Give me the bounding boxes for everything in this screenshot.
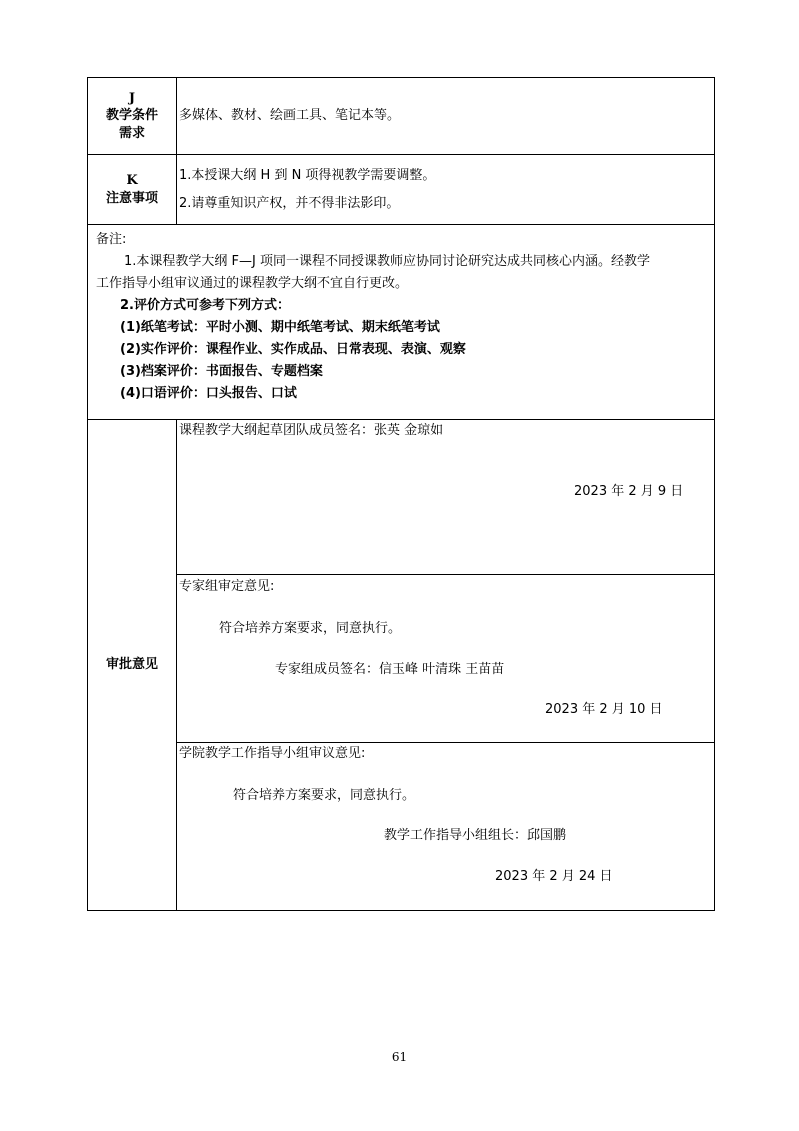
evaluation-item-3: (3)档案评价：书面报告、专题档案 — [120, 364, 323, 379]
expert-signature-line: 专家组成员签名：信玉峰 叶清珠 王苗苗 — [275, 662, 505, 677]
college-date: 2023 年 2 月 24 日 — [495, 869, 613, 884]
evaluation-item-2: (2)实作评价：课程作业、实作成品、日常表现、表演、观察 — [120, 342, 466, 357]
expert-review-cell — [177, 575, 715, 743]
college-review-cell — [177, 743, 715, 911]
approval-label: 审批意见 — [88, 420, 177, 911]
row-k-content-cell — [177, 155, 715, 225]
row-remarks — [88, 225, 715, 420]
notice-item-1: 1.本授课大纲 H 到 N 项得视教学需要调整。 — [179, 167, 436, 183]
row-j-code: J — [128, 90, 136, 106]
row-notices — [88, 155, 715, 225]
row-j-label-line1: 教学条件 — [105, 108, 158, 124]
row-teaching-conditions — [88, 78, 715, 155]
expert-heading: 专家组审定意见: — [179, 579, 275, 594]
expert-opinion: 符合培养方案要求，同意执行。 — [219, 621, 402, 636]
expert-date: 2023 年 2 月 10 日 — [545, 702, 663, 717]
drafting-date: 2023 年 2 月 9 日 — [574, 484, 684, 499]
college-heading: 学院教学工作指导小组审议意见: — [179, 746, 366, 761]
row-approval-drafting — [88, 420, 715, 575]
row-k-code: K — [126, 172, 138, 188]
remarks-para1-line2: 工作指导小组审议通过的课程教学大纲不宜自行更改。 — [96, 276, 409, 291]
evaluation-title: 2.评价方式可参考下列方式： — [120, 298, 290, 313]
evaluation-item-1: (1)纸笔考试：平时小测、期中纸笔考试、期末纸笔考试 — [120, 320, 440, 335]
page-number: 61 — [391, 1050, 408, 1064]
evaluation-item-4: (4)口语评价：口头报告、口试 — [120, 386, 297, 401]
remarks-heading: 备注: — [96, 232, 127, 247]
college-opinion: 符合培养方案要求，同意执行。 — [233, 788, 416, 803]
college-signature-line: 教学工作指导小组组长：邱国鹏 — [384, 828, 567, 843]
remarks-cell — [88, 225, 715, 420]
row-j-content-cell — [177, 78, 715, 155]
notice-item-2: 2.请尊重知识产权，并不得非法影印。 — [179, 195, 400, 211]
row-k-label-text: 注意事项 — [105, 190, 158, 206]
row-k-label — [88, 155, 177, 225]
teaching-conditions-text: 多媒体、教材、绘画工具、笔记本等。 — [179, 108, 401, 124]
row-approval-expert — [88, 575, 715, 743]
drafting-signature-line: 课程教学大纲起草团队成员签名：张英 金琼如 — [179, 423, 444, 438]
syllabus-table — [87, 77, 715, 911]
row-approval-college — [88, 743, 715, 911]
drafting-team-cell — [177, 420, 715, 575]
remarks-para1-line1: 1.本课程教学大纲 F—J 项同一课程不同授课教师应协同讨论研究达成共同核心内涵。经教学 — [124, 254, 650, 269]
row-j-label-line2: 需求 — [118, 125, 145, 141]
row-j-label — [88, 78, 177, 155]
